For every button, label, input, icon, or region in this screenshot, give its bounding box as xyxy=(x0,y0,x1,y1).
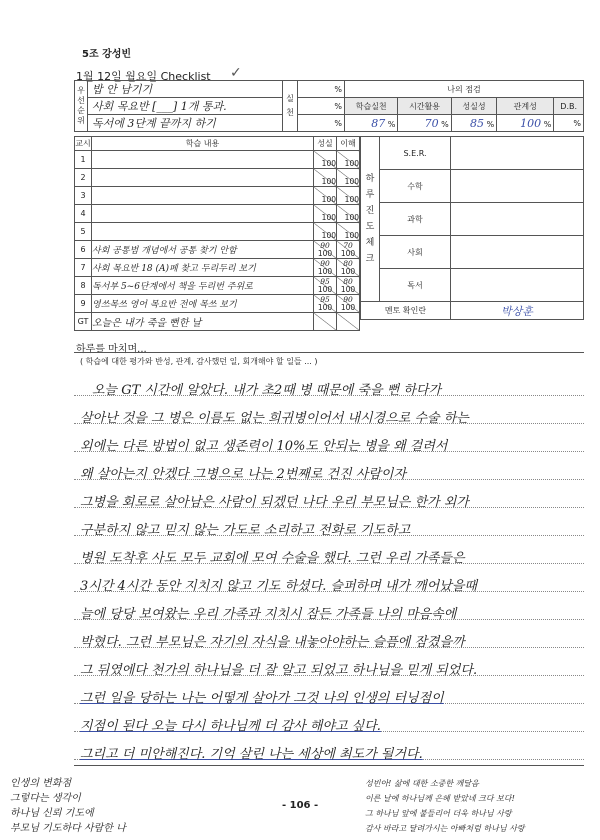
table-row: 2 100 100 xyxy=(75,169,360,187)
reflection-line-14: 그리고 더 미안해진다. 기억 살린 나는 세상에 최도가 될거다. xyxy=(80,747,423,762)
header-understanding: 이해 xyxy=(337,137,360,151)
reflection-prompt: ( 학습에 대한 평가와 반성, 관계, 감사했던 일, 회개해야 할 일들 ... ) xyxy=(80,357,318,366)
practice-pct-3: % xyxy=(298,115,345,132)
val-sincerity: 85 % xyxy=(451,115,496,132)
mentor-signature: 박상훈 xyxy=(451,302,584,320)
reflection-line-12: 그런 일을 당하는 나는 어떻게 살아가 그것 나의 인생의 터닝점이 xyxy=(80,691,444,706)
self-check-title: 나의 점검 xyxy=(345,81,584,98)
table-row: 8 독서부 5~6단계에서 책을 두리번 주위로 95 100 80 100 xyxy=(75,277,360,295)
priority-item-1: 밥 안 남기기 xyxy=(88,81,283,98)
col-relationship: 관계성 xyxy=(497,98,554,115)
reflection-line-1: 오늘 GT 시간에 알았다. 내가 초2때 병 때문에 죽을 뻔 하다가 xyxy=(92,383,442,398)
val-time-use: 70 % xyxy=(398,115,451,132)
val-relationship: 100 % xyxy=(497,115,554,132)
table-row: 5 100 100 xyxy=(75,223,360,241)
table-row: GT 오늘은 내가 죽을 뻔한 날 xyxy=(75,313,360,331)
header-period: 교시 xyxy=(75,137,92,151)
reflection-line-8: 3시간 4시간 동안 지치지 않고 기도 하셨다. 슬퍼하며 내가 깨어났을때 xyxy=(80,579,477,594)
priority-item-2: 사회 목요반 [___] 1개 통과. xyxy=(88,98,283,115)
reflection-line-11: 그 뒤였에다 천가의 하나님을 더 잘 알고 되었고 하나님을 믿게 되었다. xyxy=(80,663,478,678)
priority-table xyxy=(74,80,584,132)
reflection-line-13: 지점이 된다 오늘 다시 하나님께 더 감사 해야고 싶다. xyxy=(80,719,381,734)
col-sincerity: 성실성 xyxy=(451,98,496,115)
subject-science: 과학 xyxy=(380,203,451,236)
bottom-note-right: 성빈아! 삶에 대한 소중한 깨달음 이른 날에 하나님께 은혜 받았네 크다 보다! 그 하나님 앞에 불들리어 더욱 하나님 사랑 감사 바라고 달려가시는 아빠처럼 하나님 사랑 xyxy=(365,779,525,833)
practice-label: 실 천 xyxy=(283,81,298,132)
progress-check-table xyxy=(360,136,584,320)
table-row: 1 100 100 xyxy=(75,151,360,169)
header-content: 학습 내용 xyxy=(92,137,314,151)
practice-pct-1: % xyxy=(298,81,345,98)
table-row: 4 100 100 xyxy=(75,205,360,223)
reflection-line-10: 박혔다. 그런 부모님은 자기의 자식을 내놓아야하는 슬픔에 잠겼을까 xyxy=(80,635,465,650)
subject-math: 수학 xyxy=(380,170,451,203)
divider xyxy=(74,352,584,353)
table-row: 7 사회 목요반 18 (A)페 찾고 두리두리 보기 90 100 80 100 xyxy=(75,259,360,277)
table-row: 6 사회 공통범 개념에서 공통 찾기 안함 90 100 70 100 xyxy=(75,241,360,259)
reflection-line-9: 늘에 당당 보여왔는 우리 가족과 지치시 잠든 가족들 나의 마음속에 xyxy=(80,607,457,622)
reflection-line-2: 살아난 것을 그 병은 이름도 없는 희귀병이어서 내시경으로 수술 하는 xyxy=(80,411,469,426)
val-db: % xyxy=(554,115,584,132)
section-label: 5조 강성빈 xyxy=(82,49,132,60)
checklist-title: 1월 12일 월요일 Checklist xyxy=(76,70,211,83)
col-study-practice: 학습실천 xyxy=(345,98,398,115)
table-row: 9 영쓰목쓰 영어 목요반 전에 목쓰 보기 95 100 90 100 xyxy=(75,295,360,313)
pen-mark-icon: ✓ xyxy=(230,65,242,81)
col-db: D.B. xyxy=(554,98,584,115)
reflection-title: 하루를 마치며... xyxy=(76,344,147,355)
page-number: - 106 - xyxy=(282,800,319,811)
subject-ser: S.E.R. xyxy=(380,137,451,170)
reflection-line-7: 병원 도착후 사도 모두 교회에 모여 수술을 했다. 그런 우리 가족들은 xyxy=(80,551,465,566)
practice-pct-2: % xyxy=(298,98,345,115)
reflection-lines xyxy=(74,370,584,765)
reflection-line-4: 왜 살아는지 안겠다 그병으로 나는 2번째로 건진 사람이자 xyxy=(80,467,407,482)
reflection-line-3: 외에는 다른 방법이 없고 생존력이 10%도 안되는 병을 왜 걸려서 xyxy=(80,439,448,454)
reflection-line-6: 구분하지 않고 믿지 않는 가도로 소리하고 전화로 기도하고 xyxy=(80,523,411,538)
val-study-practice: 87 % xyxy=(345,115,398,132)
progress-vertical-label: 하 루 진 도 체 크 xyxy=(361,137,380,302)
header-sincerity: 성실 xyxy=(314,137,337,151)
subject-reading: 독서 xyxy=(380,269,451,302)
priority-label: 우 선 순 위 xyxy=(75,81,88,132)
priority-item-3: 독서에 3단계 끝까지 하기 xyxy=(88,115,283,132)
mentor-label: 멘토 확인란 xyxy=(361,302,451,320)
bottom-note-left: 인생의 변화점 그렇다는 생각이 하나님 신뢰 기도에 부모님 기도하다 사람한 나 xyxy=(10,778,126,834)
col-time-use: 시간활용 xyxy=(398,98,451,115)
divider xyxy=(74,765,584,766)
reflection-line-5: 그병을 회로로 살아남은 사람이 되겠던 나다 우리 부모님은 한가 외가 xyxy=(80,495,469,510)
subject-social: 사회 xyxy=(380,236,451,269)
table-row: 3 100 100 xyxy=(75,187,360,205)
study-table xyxy=(74,136,360,331)
